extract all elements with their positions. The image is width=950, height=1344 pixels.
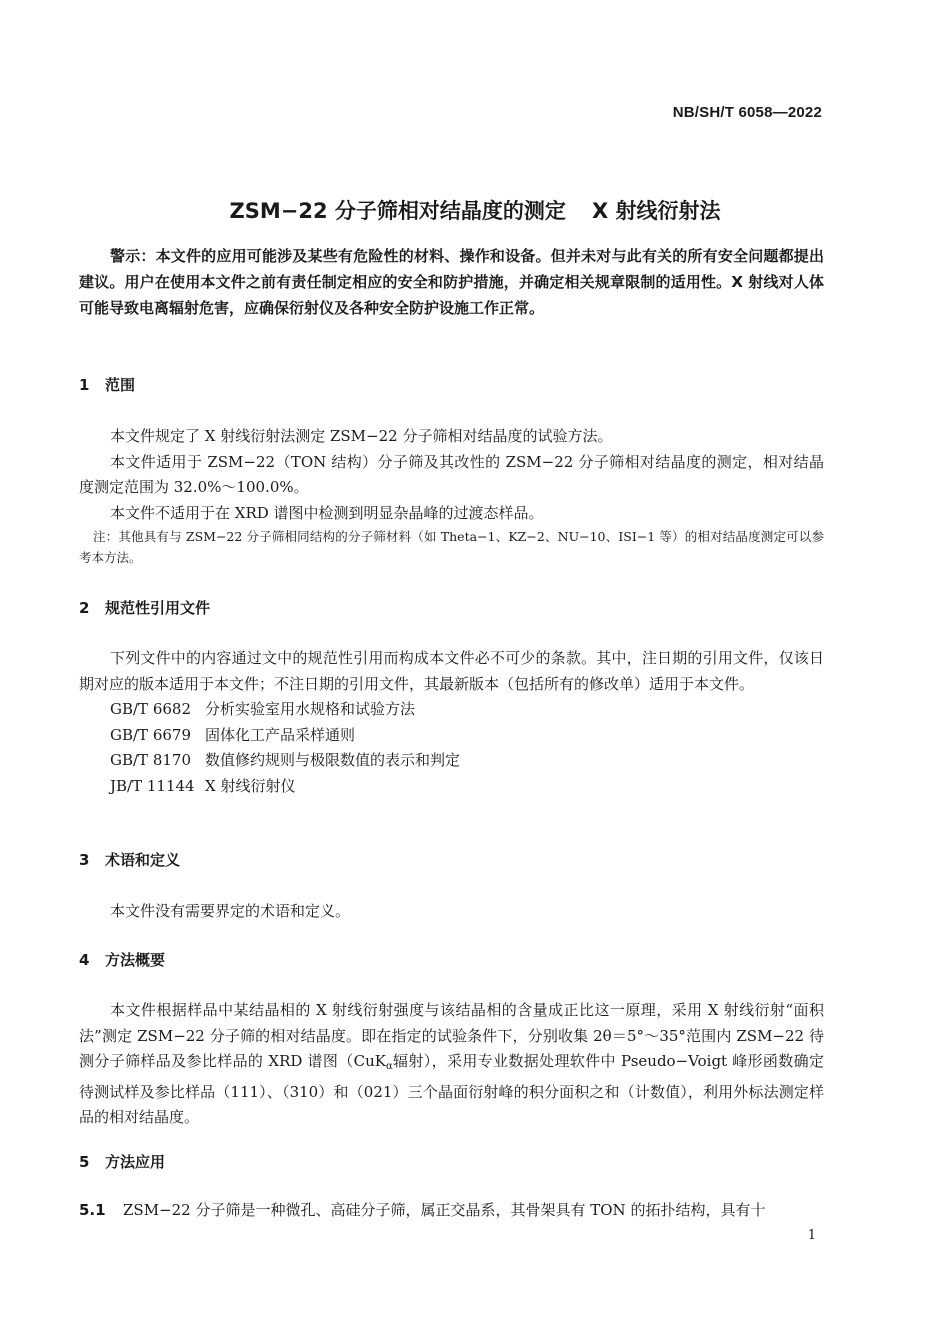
section-3-body: [79, 899, 824, 925]
section-2-heading: [79, 597, 210, 618]
clause-text: ZSM−22 分子筛是一种微孔、高硅分子筛，属正交晶系，其骨架具有 TON 的拓扑结构，具有十: [123, 1201, 766, 1219]
reference-list: [79, 697, 824, 799]
section-title: 规范性引用文件: [105, 599, 211, 617]
reference-item: [79, 774, 824, 800]
paragraph: 下列文件中的内容通过文中的规范性引用而构成本文件必不可少的条款。其中，注日期的引用文件，仅该日期对应的版本适用于本文件；不注日期的引用文件，其最新版本（包括所有的修改单）适用于本文件。: [79, 649, 824, 693]
standard-code: NB/SH/T 6058—2022: [672, 104, 822, 121]
subscript-alpha: α: [385, 1061, 393, 1072]
reference-item: [79, 697, 824, 723]
section-1-body: [79, 424, 824, 568]
reference-item: [79, 723, 824, 749]
section-3-heading: [79, 849, 180, 870]
section-4-body: [79, 998, 824, 1131]
paragraph: 本文件根据样品中某结晶相的 X 射线衍射强度与该结晶相的含量成正比这一原理，采用 X 射线衍射“面积法”测定 ZSM−22 分子筛的相对结晶度。即在指定的试验条件下，分别收集 2θ＝5°～35°范围内 ZSM−22 待测分子筛样品及参比样品的 XRD 谱图（CuK$_\alpha$辐射），采用专业数据处理软件中 Pseudo−Voigt 峰形函数确定待测试样及参比样品（111）、（310）和（021）三个晶面衍射峰的积分面积之和（计数值），利用外标法测定样品的相对结晶度。: [79, 1001, 824, 1126]
title-main: ZSM−22 分子筛相对结晶度的测定: [229, 199, 566, 223]
reference-title: 固体化工产品采样通则: [205, 725, 356, 744]
note: 注：其他具有与 ZSM−22 分子筛相同结构的分子筛材料（如 Theta−1、KZ−2、NU−10、ISI−1 等）的相对结晶度测定可以参考本方法。: [79, 529, 824, 565]
section-title: 范围: [105, 376, 136, 394]
paragraph: 本文件没有需要界定的术语和定义。: [110, 902, 351, 920]
reference-code: GB/T 6682: [110, 700, 192, 718]
reference-code: JB/T 11144: [110, 776, 195, 795]
title-method: X 射线衍射法: [591, 199, 721, 223]
section-number: 5: [79, 1153, 90, 1171]
section-2-body: [79, 646, 824, 799]
reference-code: GB/T 8170: [110, 751, 192, 769]
section-5-heading: [79, 1151, 165, 1172]
clause-5-1: [79, 1198, 824, 1224]
paragraph: 本文件不适用于在 XRD 谱图中检测到明显杂晶峰的过渡态样品。: [110, 503, 544, 522]
section-title: 方法概要: [105, 951, 166, 969]
document-title: [0, 195, 950, 225]
paragraph: 本文件规定了 X 射线衍射法测定 ZSM−22 分子筛相对结晶度的试验方法。: [110, 427, 613, 445]
section-1-heading: [79, 374, 135, 395]
section-title: 术语和定义: [105, 851, 181, 869]
page-number: 1: [807, 1228, 816, 1243]
reference-item: [79, 748, 824, 774]
section-title: 方法应用: [105, 1153, 166, 1171]
reference-title: 数值修约规则与极限数值的表示和判定: [205, 751, 461, 769]
reference-code: GB/T 6679: [110, 725, 192, 744]
section-number: 2: [79, 599, 90, 617]
section-number: 4: [79, 951, 90, 969]
clause-number: 5.1: [79, 1201, 106, 1219]
section-number: 1: [79, 376, 90, 394]
warning-paragraph: 警示：本文件的应用可能涉及某些有危险性的材料、操作和设备。但并未对与此有关的所有安全问题都提出建议。用户在使用本文件之前有责任制定相应的安全和防护措施，并确定相关规章限制的适用性。X 射线对人体可能导致电离辐射危害，应确保衍射仪及各种安全防护设施工作正常。: [79, 247, 824, 317]
paragraph: 本文件适用于 ZSM−22（TON 结构）分子筛及其改性的 ZSM−22 分子筛相对结晶度的测定，相对结晶度测定范围为 32.0%～100.0%。: [79, 452, 824, 496]
reference-title: 分析实验室用水规格和试验方法: [205, 700, 416, 718]
section-4-heading: [79, 949, 165, 970]
section-number: 3: [79, 851, 90, 869]
reference-title: X 射线衍射仪: [205, 776, 296, 795]
